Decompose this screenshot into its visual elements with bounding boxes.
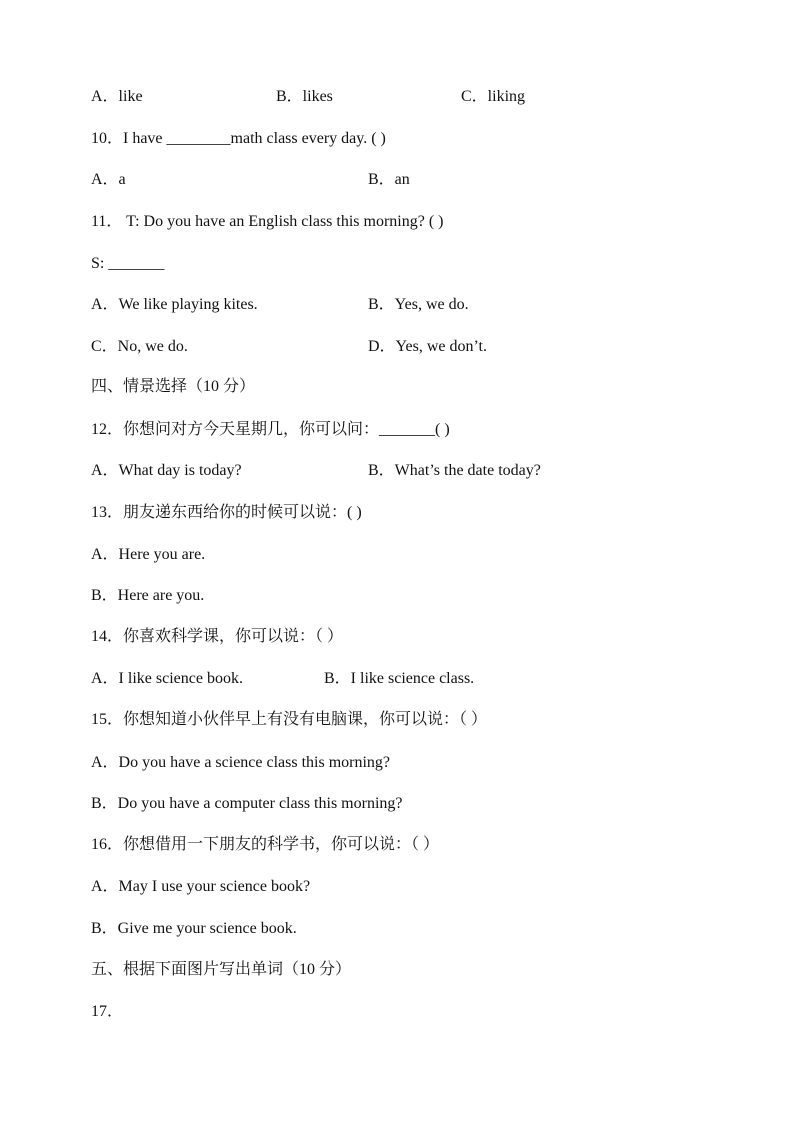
q9-option-c: C．liking <box>461 88 526 105</box>
q11-option-a: A．We like playing kites. <box>91 296 258 313</box>
q12-option-a: A．What day is today? <box>91 462 242 479</box>
q16-option-a: A．May I use your science book? <box>91 878 311 895</box>
q13-option-a: A．Here you are. <box>91 546 206 563</box>
q13-stem: 13．朋友递东西给你的时候可以说：( ) <box>91 504 362 521</box>
q14-option-a: A．I like science book. <box>91 670 243 687</box>
q16-option-b: B．Give me your science book. <box>91 920 297 937</box>
q9-option-b: B．likes <box>276 88 333 105</box>
q11-option-d: D．Yes, we don’t. <box>368 338 487 355</box>
q11-stem: 11． T: Do you have an English class this morning? ( ) <box>91 213 444 230</box>
q12-option-b: B．What’s the date today? <box>368 462 541 479</box>
q14-option-b: B．I like science class. <box>324 670 475 687</box>
q14-stem: 14．你喜欢科学课，你可以说：（ ） <box>91 628 344 645</box>
q11-option-b: B．Yes, we do. <box>368 296 469 313</box>
q15-option-b: B．Do you have a computer class this morning? <box>91 795 403 812</box>
q11-option-c: C．No, we do. <box>91 338 188 355</box>
q10-option-a: A．a <box>91 171 126 188</box>
q17-stem: 17． <box>91 1003 124 1020</box>
q15-option-a: A．Do you have a science class this morning? <box>91 754 391 771</box>
q13-option-b: B．Here are you. <box>91 587 205 604</box>
q10-stem: 10．I have ________math class every day. ( ) <box>91 130 386 147</box>
section-4-title: 四、情景选择（10 分） <box>91 378 256 395</box>
q15-stem: 15．你想知道小伙伴早上有没有电脑课，你可以说：（ ） <box>91 711 488 728</box>
q16-stem: 16．你想借用一下朋友的科学书，你可以说：（ ） <box>91 836 440 853</box>
q9-option-a: A．like <box>91 88 143 105</box>
section-5-title: 五、根据下面图片写出单词（10 分） <box>91 961 352 978</box>
q12-stem: 12．你想问对方今天星期几，你可以问：_______( ) <box>91 421 450 438</box>
q11-s-line: S: _______ <box>91 255 165 272</box>
q10-option-b: B．an <box>368 171 410 188</box>
